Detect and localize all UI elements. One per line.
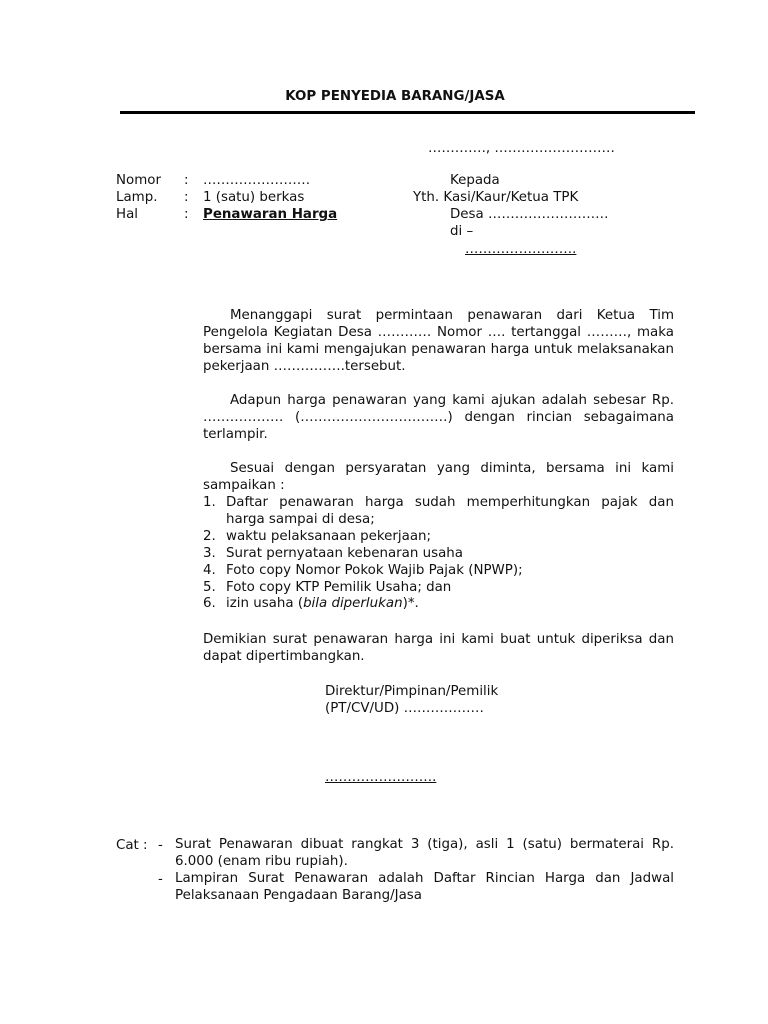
signature-company: (PT/CV/UD) ……………… (325, 701, 484, 716)
item-text: Foto copy KTP Pemilik Usaha; dan (226, 579, 452, 595)
hal-value: Penawaran Harga (203, 207, 338, 222)
paragraph-price: Adapun harga penawaran yang kami ajukan adalah sebesar Rp. ……………… (……………………………) dengan rincian sebagaimana terlampir. (203, 393, 674, 442)
letterhead-title: KOP PENYEDIA BARANG/JASA (285, 89, 505, 104)
nomor-value: …………………… (203, 173, 311, 188)
hal-colon: : (184, 207, 189, 222)
signature-name: ……………………. (325, 770, 437, 785)
recipient-kepada: Kepada (450, 173, 500, 188)
recipient-place: ……………………. (465, 242, 577, 257)
item-text: Foto copy Nomor Pokok Wajib Pajak (NPWP); (226, 562, 523, 578)
paragraph-requirements: Sesuai dengan persyaratan yang diminta, bersama ini kami sampaikan : (203, 461, 674, 493)
lamp-value: 1 (satu) berkas (203, 190, 305, 205)
signature-title: Direktur/Pimpinan/Pemilik (325, 684, 499, 699)
item-text: izin usaha ( (226, 596, 304, 612)
item-text-italic: bila diperlukan (303, 596, 403, 612)
note-text: Surat Penawaran dibuat rangkat 3 (tiga), asli 1 (satu) bermaterai Rp. 6.000 (enam ribu rupiah). (175, 837, 674, 869)
paragraph-intro: Menanggapi surat permintaan penawaran dari Ketua Tim Pengelola Kegiatan Desa ………… Nomor …. tertanggal ………, maka bersama ini kami mengajukan penawaran harga untuk melaksanakan pekerjaan …………….tersebut. (203, 308, 674, 374)
nomor-label: Nomor (116, 173, 161, 188)
list-item (203, 495, 674, 529)
lamp-label: Lamp. (116, 190, 158, 205)
hal-label: Hal (116, 207, 138, 222)
list-item (203, 563, 674, 580)
lamp-colon: : (184, 190, 189, 205)
list-item (203, 546, 674, 563)
list-item (203, 580, 674, 597)
recipient-yth: Yth. Kasi/Kaur/Ketua TPK (413, 190, 579, 205)
note-dash: - (158, 838, 163, 853)
nomor-colon: : (184, 173, 189, 188)
paragraph-closing: Demikian surat penawaran harga ini kami buat untuk diperiksa dan dapat dipertimbangkan. (203, 632, 674, 664)
recipient-desa: Desa ……………………… (450, 207, 609, 222)
item-number: 1. (203, 495, 216, 510)
requirements-list (203, 495, 674, 613)
item-text: Daftar penawaran harga sudah memperhitungkan pajak dan harga sampai di desa; (226, 495, 674, 527)
note-text: Lampiran Surat Penawaran adalah Daftar Rincian Harga dan Jadwal Pelaksanaan Pengadaan Barang/Jasa (175, 871, 674, 903)
item-number: 3. (203, 545, 216, 561)
item-number: 5. (203, 579, 216, 595)
item-number: 2. (203, 528, 216, 544)
item-number: 4. (203, 562, 216, 578)
recipient-di: di – (450, 224, 474, 239)
list-item (203, 529, 674, 546)
notes-label: Cat : (116, 838, 148, 853)
letterhead-divider (120, 111, 695, 114)
note-dash: - (158, 872, 163, 887)
item-text-end: )*. (402, 596, 419, 612)
item-text: Surat pernyataan kebenaran usaha (226, 545, 463, 561)
item-text: waktu pelaksanaan pekerjaan; (226, 528, 432, 544)
item-number: 6. (203, 596, 216, 612)
list-item (203, 596, 674, 613)
date-line: …………., ……………………… (428, 141, 615, 156)
